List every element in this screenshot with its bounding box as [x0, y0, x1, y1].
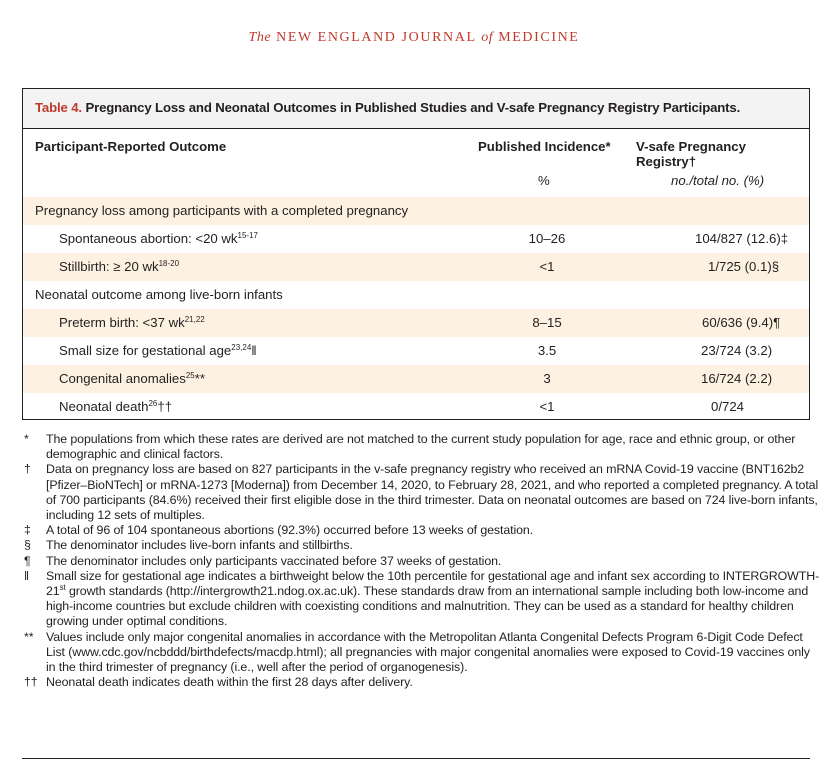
row-refs: 25: [185, 371, 195, 380]
footnote-text: The denominator includes live-born infants and stillbirths.: [46, 538, 353, 553]
table-row: [23, 393, 809, 421]
footnote-text: The denominator includes only participants vaccinated before 37 weeks of gestation.: [46, 553, 502, 568]
footnote: [22, 554, 822, 569]
row-incidence: <1: [539, 259, 555, 274]
footnote-text: Data on pregnancy loss are based on 827 participants in the v-safe pregnancy registry who received an mRNA Covid-19 vaccine (BNT162b2 [Pfizer–BioNTech] or mRNA-1273 [Moderna]) from December 14, 2020, to February 28, 2021, and who reported a completed pregnancy. A total of 700 participants (84.6%) received their first eligible dose in the third trimester. Data on neonatal outcomes are based on 724 live-born infants, including 12 sets of multiples.: [46, 462, 819, 523]
footnote-text: Neonatal death indicates death within the first 28 days after delivery.: [46, 675, 413, 690]
row-registry: 104/827 (12.6)‡: [695, 231, 789, 246]
footnote-symbol: **: [24, 629, 34, 644]
journal-header: [0, 30, 828, 46]
section-heading: Pregnancy loss among participants with a completed pregnancy: [35, 203, 409, 218]
footnote: [22, 675, 822, 690]
column-header-incidence: Published Incidence*: [478, 139, 611, 154]
row-incidence: 3: [543, 371, 551, 386]
row-registry: 23/724 (3.2): [701, 343, 773, 358]
table-title: [23, 89, 809, 129]
footnote-sup: st: [59, 583, 66, 593]
row-incidence: 8–15: [532, 315, 562, 330]
row-outcome: Neonatal death$^{26}$††: [59, 399, 173, 414]
row-registry: 0/724: [711, 399, 745, 414]
footnote-symbol: †: [24, 462, 31, 477]
table-row: [23, 365, 809, 393]
row-outcome: Congenital anomalies$^{25}$**: [59, 371, 205, 386]
row-outcome: Preterm birth: <37 wk$^{21,22}$: [59, 315, 205, 330]
footnote: [22, 538, 822, 553]
unit-incidence: %: [538, 173, 550, 188]
row-incidence: 3.5: [537, 343, 557, 358]
journal-connector: of: [481, 30, 494, 45]
bottom-divider: [22, 758, 810, 759]
footnote-symbol: ††: [24, 675, 38, 690]
row-suffix: **: [194, 371, 205, 386]
row-refs: 26: [148, 399, 158, 408]
footnote-symbol: ‖: [24, 568, 30, 583]
row-incidence: 10–26: [528, 231, 566, 246]
footnote-text: A total of 96 of 104 spontaneous abortions (92.3%) occurred before 13 weeks of gestation.: [46, 523, 534, 538]
row-incidence: <1: [539, 399, 555, 414]
table-row: [23, 337, 809, 365]
footnote-text: The populations from which these rates are derived are not matched to the current study population for age, race and ethnic group, or other demographic and clinical factors.: [46, 432, 796, 462]
footnote-symbol: ¶: [24, 553, 31, 568]
table-label: Table 4.: [35, 100, 82, 115]
footnote-symbol: §: [24, 538, 31, 553]
column-header-registry: V-safe Pregnancy Registry†: [636, 139, 746, 169]
footnote-symbol: ‡: [24, 523, 31, 538]
section-heading: Neonatal outcome among live-born infants: [35, 287, 283, 302]
journal-name-part2: MEDICINE: [498, 30, 580, 45]
journal-prefix: The: [248, 30, 272, 45]
row-outcome: Spontaneous abortion: <20 $wk^{15-17}$: [59, 231, 258, 246]
table-row: [23, 309, 809, 337]
row-registry: 60/636 (9.4)¶: [702, 315, 781, 330]
unit-registry: no./total no. (%): [671, 173, 765, 188]
footnote: [22, 432, 822, 462]
outcomes-table: [22, 88, 810, 420]
section-heading-row: [23, 281, 809, 309]
row-outcome: Stillbirth: ≥ 20 $wk^{18-20}$: [59, 259, 180, 274]
footnote-text: Small size for gestational age indicates a birthweight below the 10th percentile for gestational age and infant sex according to INTERGROWTH-21st growth standards (http://intergrowth21.ndog.ox.ac.uk). These standards draw from an international sample including both low-income and high-income countries but exclude children with coexisting conditions and malnutrition. They can be used as a standard for healthy children growing under optimal conditions.: [46, 568, 820, 629]
row-outcome: Small size for gestational age$^{23,24}$‖: [59, 343, 257, 358]
section-heading-row: [23, 197, 809, 225]
column-header-outcome: Participant-Reported Outcome: [35, 139, 227, 154]
footnote: [22, 569, 822, 630]
row-refs: 15-17: [237, 231, 258, 240]
table-column-headers: [23, 129, 809, 197]
footnote-text: Values include only major congenital anomalies in accordance with the Metropolitan Atlanta Congenital Defects Program 6-Digit Code Defect List (www.cdc.gov/ncbddd/birthdefects/macdp.html); all pregnancies with major congenital anomalies were exposed to Covid-19 vaccines only in the third trimester of pregnancy (i.e., well after the period of organogenesis).: [46, 629, 810, 675]
row-registry: 1/725 (0.1)§: [708, 259, 780, 274]
footnote-symbol: *: [24, 432, 29, 446]
footnote: [22, 462, 822, 523]
row-registry: 16/724 (2.2): [701, 371, 773, 386]
row-suffix: ‖: [251, 343, 257, 358]
footnote: [22, 630, 822, 676]
row-refs: 18-20: [158, 259, 180, 268]
journal-name-part1: NEW ENGLAND JOURNAL: [276, 30, 477, 45]
row-suffix: ††: [157, 399, 173, 414]
footnote: [22, 523, 822, 538]
table-row: [23, 225, 809, 253]
row-refs: 23,24: [231, 343, 252, 352]
row-refs: 21,22: [184, 315, 205, 324]
table-row: [23, 253, 809, 281]
table-title-text: Pregnancy Loss and Neonatal Outcomes in Published Studies and V-safe Pregnancy Registry Participants.: [85, 100, 741, 115]
table-footnotes: [22, 432, 822, 690]
